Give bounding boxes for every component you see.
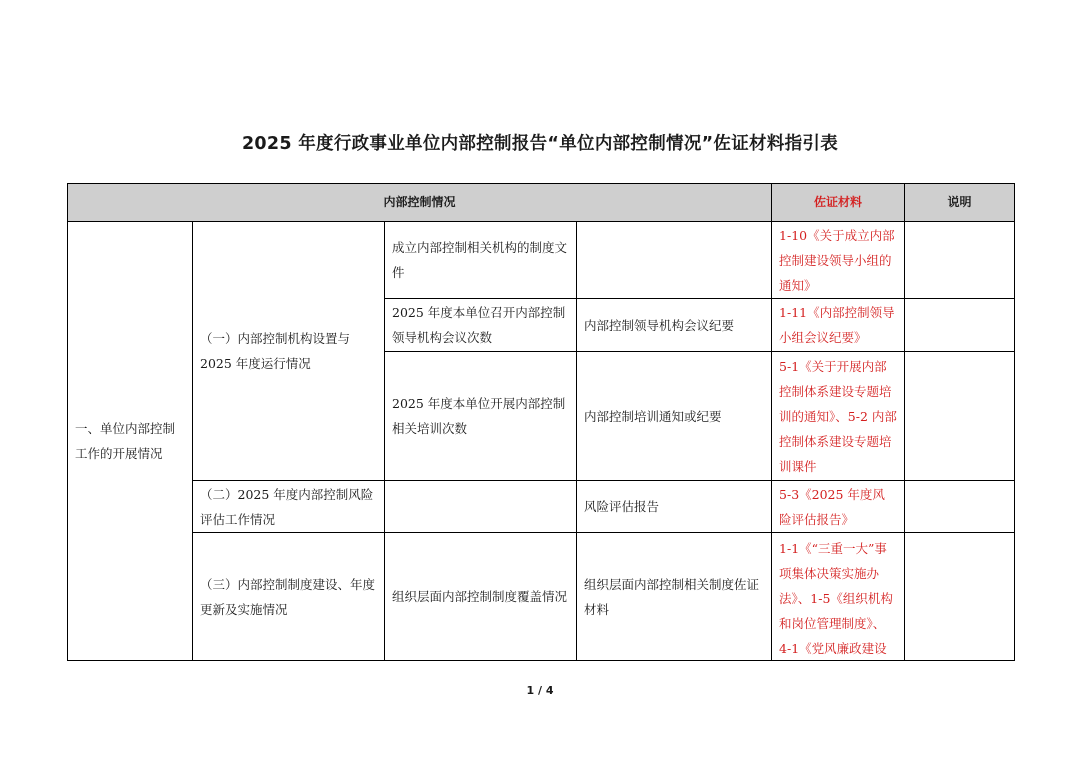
table-header-row <box>68 184 1015 222</box>
evidence-cell-wrap <box>772 533 905 661</box>
subsection-cell: （二）2025 年度内部控制风险评估工作情况 <box>193 481 385 533</box>
material-cell <box>577 222 772 299</box>
material-cell: 内部控制培训通知或纪要 <box>577 352 772 481</box>
evidence-cell: 5-1《关于开展内部控制体系建设专题培训的通知》、5-2 内部控制体系建设专题培训课件 <box>772 352 905 481</box>
item-cell: 2025 年度本单位召开内部控制领导机构会议次数 <box>385 299 577 352</box>
header-situation: 内部控制情况 <box>68 184 772 222</box>
evidence-guide-table <box>67 183 1015 661</box>
header-evidence: 佐证材料 <box>772 184 905 222</box>
item-cell: 成立内部控制相关机构的制度文件 <box>385 222 577 299</box>
note-cell <box>905 299 1015 352</box>
subsection-cell: （三）内部控制制度建设、年度更新及实施情况 <box>193 533 385 661</box>
subsection-cell: （一）内部控制机构设置与 2025 年度运行情况 <box>193 222 385 481</box>
evidence-cell: 1-1《“三重一大”事项集体决策实施办法》、1-5《组织机构和岗位管理制度》、4-1《党风廉政建设 <box>779 541 893 656</box>
material-cell: 内部控制领导机构会议纪要 <box>577 299 772 352</box>
item-cell: 2025 年度本单位开展内部控制相关培训次数 <box>385 352 577 481</box>
table-row <box>68 533 1015 661</box>
material-cell: 风险评估报告 <box>577 481 772 533</box>
table-row <box>68 222 1015 299</box>
material-cell: 组织层面内部控制相关制度佐证材料 <box>577 533 772 661</box>
note-cell <box>905 352 1015 481</box>
section-cell: 一、单位内部控制工作的开展情况 <box>68 222 193 661</box>
item-cell: 组织层面内部控制制度覆盖情况 <box>385 533 577 661</box>
table-row <box>68 481 1015 533</box>
header-note: 说明 <box>905 184 1015 222</box>
page-indicator: 1 / 4 <box>526 684 554 697</box>
note-cell <box>905 222 1015 299</box>
note-cell <box>905 481 1015 533</box>
evidence-cell: 1-10《关于成立内部控制建设领导小组的通知》 <box>772 222 905 299</box>
document-title: 2025 年度行政事业单位内部控制报告“单位内部控制情况”佐证材料指引表 <box>241 134 839 154</box>
evidence-cell: 5-3《2025 年度风险评估报告》 <box>772 481 905 533</box>
item-cell <box>385 481 577 533</box>
note-cell <box>905 533 1015 661</box>
evidence-cell: 1-11《内部控制领导小组会议纪要》 <box>772 299 905 352</box>
